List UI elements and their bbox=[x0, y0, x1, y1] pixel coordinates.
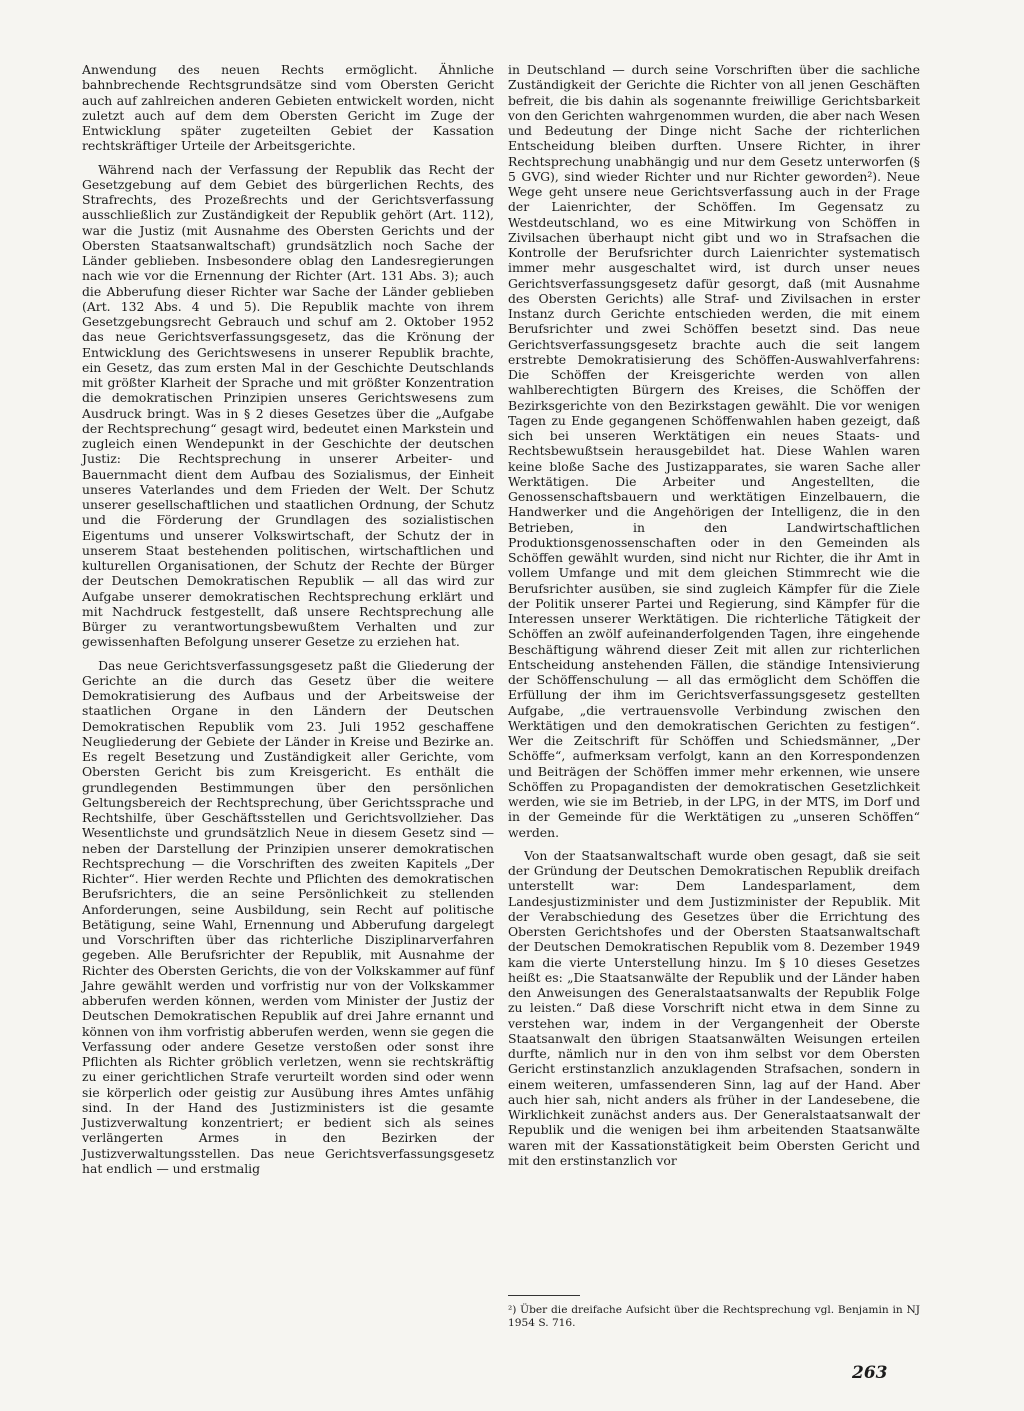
page-number: 263 bbox=[852, 1363, 888, 1383]
paragraph: Das neue Gerichtsverfassungsgesetz paßt die Gliederung der Gerichte an die durch das Gesetz über die weitere Demokratisierung des Aufbaus und der Arbeitsweise der staatlichen Organe in den Ländern der Deutschen Demokratischen Republik vom 23. Juli 1952 geschaffene Neugliederung der Gebiete der Länder in Kreise und Bezirke an. Es regelt Besetzung und Zuständigkeit aller Gerichte, vom Obersten Gericht bis zum Kreisgericht. Es enthält die grundlegenden Bestimmungen über den persönlichen Geltungsbereich der Rechtsprechung, über Gerichtssprache und Rechtshilfe, über Geschäftsstellen und Gerichtsvollzieher. Das Wesentlichste und grundsätzlich Neue in diesem Gesetz sind — neben der Darstellung der Prinzipien unserer demokratischen Rechtsprechung — die Vorschriften des zweiten Kapitels „Der Richter“. Hier werden Rechte und Pflichten des demokratischen Berufsrichters, die an seine Persönlichkeit zu stellenden Anforderungen, seine Ausbildung, sein Recht auf politische Betätigung, seine Wahl, Ernennung und Abberufung dargelegt und Vorschriften über das richterliche Disziplinarverfahren gegeben. Alle Berufsrichter der Republik, mit Ausnahme der Richter des Obersten Gerichts, die von der Volkskammer auf fünf Jahre gewählt werden und vorfristig nur von der Volkskammer abberufen werden können, werden vom Minister der Justiz der Deutschen Demokratischen Republik auf drei Jahre ernannt und können von ihm vorfristig abberufen werden, wenn sie gegen die Verfassung oder andere Gesetze verstoßen oder sonst ihre Pflichten als Richter gröblich verletzen, wenn sie rechtskräftig zu einer gerichtlichen Strafe verurteilt worden sind oder wenn sie körperlich oder geistig zur Ausübung ihres Amtes unfähig sind. In der Hand des Justizministers ist die gesamte Justizverwaltung konzentriert; er bedient sich als seines verlängerten Armes in den Bezirken der Justizverwaltungsstellen. Das neue Gerichtsverfassungsgesetz hat endlich — und erstmalig bbox=[82, 657, 494, 1176]
paragraph: Während nach der Verfassung der Republik das Recht der Gesetzgebung auf dem Gebiet des bürgerlichen Rechts, des Strafrechts, des Prozeßrechts und der Gerichtsverfassung ausschließlich zur Zuständigkeit der Republik gehört (Art. 112), war die Justiz (mit Ausnahme des Obersten Gerichts und der Obersten Staatsanwaltschaft) grundsätzlich noch Sache der Länder geblieben. Insbesondere oblag den Landesregierungen nach wie vor die Ernennung der Richter (Art. 131 Abs. 3); auch die Abberufung dieser Richter war Sache der Länder geblieben (Art. 132 Abs. 4 und 5). Die Republik machte von ihrem Gesetzgebungsrecht Gebrauch und schuf am 2. Oktober 1952 das neue Gerichtsverfassungsgesetz, das die Krönung der Entwicklung des Gerichtswesens in unserer Republik brachte, ein Gesetz, das zum ersten Mal in der Geschichte Deutschlands mit größter Klarheit der Sprache und mit größter Konzentration die demokratischen Prinzipien unseres Gerichtswesens zum Ausdruck bringt. Was in § 2 dieses Gesetzes über die „Aufgabe der Rechtsprechung“ gesagt wird, bedeutet einen Markstein und zugleich einen Wendepunkt in der Geschichte der deutschen Justiz: Die Rechtsprechung in unserer Arbeiter- und Bauernmacht dient dem Aufbau des Sozialismus, der Einheit unseres Vaterlandes und dem Frieden der Welt. Der Schutz unserer gesellschaftlichen und staatlichen Ordnung, der Schutz und die Förderung der Grundlagen des sozialistischen Eigentums und unserer Volkswirtschaft, der Schutz der in unserem Staat bestehenden politischen, wirtschaftlichen und kulturellen Organisationen, der Schutz der Rechte der Bürger der Deutschen Demokratischen Republik — all das wird zur Aufgabe unserer demokratischen Rechtsprechung erklärt und mit Nachdruck festgestellt, daß unsere Rechtsprechung alle Bürger zu verantwortungsbewußtem Verhalten und zur gewissenhaften Befolgung unserer Gesetze zu erziehen hat. bbox=[82, 161, 494, 650]
paragraph: Von der Staatsanwaltschaft wurde oben gesagt, daß sie seit der Gründung der Deutschen Demokratischen Republik dreifach unterstellt war: Dem Landesparlament, dem Landesjustizminister und dem Justizminister der Republik. Mit der Verabschiedung des Gesetzes über die Errichtung des Obersten Gerichtshofes und der Obersten Staatsanwaltschaft der Deutschen Demokratischen Republik vom 8. Dezember 1949 kam die vierte Unterstellung hinzu. Im § 10 dieses Gesetzes heißt es: „Die Staatsanwälte der Republik und der Länder haben den Anweisungen des Generalstaatsanwalts der Republik Folge zu leisten.“ Daß diese Vorschrift nicht etwa in dem Sinne zu verstehen war, indem in der Vergangenheit der Oberste Staatsanwalt den übrigen Staatsanwälten Weisungen erteilen durfte, nämlich nur in den von ihm selbst vor dem Obersten Gericht erstinstanzlich anzuklagenden Strafsachen, sondern in einem weiteren, umfassenderen Sinn, lag auf der Hand. Aber auch hier sah, nicht anders als früher in der Landesebene, die Wirklichkeit zunächst anders aus. Der Generalstaatsanwalt der Republik und die wenigen bei ihm arbeitenden Staatsanwälte waren mit der Kassationstätigkeit beim Obersten Gericht und mit den erstinstanzlich vor bbox=[508, 847, 920, 1168]
footnote-divider bbox=[508, 1295, 580, 1296]
paragraph: in Deutschland — durch seine Vorschriften über die sachliche Zuständigkeit der Gerichte die Richter von all jenen Geschäften befreit, die bis dahin als sogenannte freiwillige Gerichtsbarkeit von den Gerichten wahrgenommen wurden, die aber nach Wesen und Bedeutung der Dinge nicht Sache der richterlichen Entscheidung bleiben durften. Unsere Richter, in ihrer Rechtsprechung unabhängig und nur dem Gesetz unterworfen (§ 5 GVG), sind wieder Richter und nur Richter geworden²). Neue Wege geht unsere neue Gerichtsverfassung auch in der Frage der Laienrichter, der Schöffen. Im Gegensatz zu Westdeutschland, wo es eine Mitwirkung von Schöffen in Zivilsachen überhaupt nicht gibt und wo in Strafsachen die Kontrolle der Berufsrichter durch Laienrichter systematisch immer mehr ausgeschaltet wird, ist durch unser neues Gerichtsverfassungsgesetz dafür gesorgt, daß (mit Ausnahme des Obersten Gerichts) alle Straf- und Zivilsachen in erster Instanz durch Gerichte entschieden werden, die mit einem Berufsrichter und zwei Schöffen besetzt sind. Das neue Gerichtsverfassungsgesetz brachte auch die seit langem erstrebte Demokratisierung des Schöffen-Auswahlverfahrens: Die Schöffen der Kreisgerichte werden von allen wahlberechtigten Bürgern des Kreises, die Schöffen der Bezirksgerichte von den Bezirkstagen gewählt. Die vor wenigen Tagen zu Ende gegangenen Schöffenwahlen haben gezeigt, daß sich bei unseren Werktätigen ein neues Staats- und Rechtsbewußtsein herausgebildet hat. Diese Wahlen waren keine bloße Sache des Justizapparates, sie waren Sache aller Werktätigen. Die Arbeiter und Angestellten, die Genossenschaftsbauern und werktätigen Einzelbauern, die Handwerker und die Angehörigen der Intelligenz, die in den Betrieben, in den Landwirtschaftlichen Produktionsgenossenschaften oder in den Gemeinden als Schöffen gewählt wurden, sind nicht nur Richter, die ihr Amt in vollem Umfange und mit dem gleichen Stimmrecht wie die Berufsrichter ausüben, sie sind zugleich Kämpfer für die Ziele der Politik unserer Partei und Regierung, sind Kämpfer für die Interessen unserer Werktätigen. Die richterliche Tätigkeit der Schöffen an zwölf aufeinanderfolgenden Tagen, ihre eingehende Beschäftigung während dieser Zeit mit allen zur richterlichen Entscheidung anstehenden Fällen, die ständige Intensivierung der Schöffenschulung — all das ermöglicht dem Schöffen die Erfüllung der ihm im Gerichtsverfassungsgesetz gestellten Aufgabe, „die vertrauensvolle Verbindung zwischen den Werktätigen und den demokratischen Gerichten zu festigen“. Wer die Zeitschrift für Schöffen und Schiedsmänner, „Der Schöffe“, aufmerksam verfolgt, kann an den Korrespondenzen und Beiträgen der Schöffen immer mehr erkennen, wie unsere Schöffen zu Propagandisten der demokratischen Gesetzlichkeit werden, wie sie im Betrieb, in der LPG, in der MTS, im Dorf und in der Gemeinde für die Werktätigen zu „unseren Schöffen“ werden. bbox=[508, 62, 920, 840]
paragraph: Anwendung des neuen Rechts ermöglicht. Ähnliche bahnbrechende Rechtsgrundsätze sind vom Obersten Gericht auch auf zahlreichen anderen Gebieten entwickelt worden, nicht zuletzt auch auf dem dem Obersten Gericht im Zuge der Entwicklung später zugeteilten Gebiet der Kassation rechtskräftiger Urteile der Arbeitsgerichte. bbox=[82, 62, 494, 154]
footnote: ²) Über die dreifache Aufsicht über die Rechtsprechung vgl. Benjamin in NJ 1954 S. 716. bbox=[508, 1304, 920, 1329]
left-text-column bbox=[82, 62, 494, 1176]
right-text-column bbox=[508, 62, 920, 1168]
